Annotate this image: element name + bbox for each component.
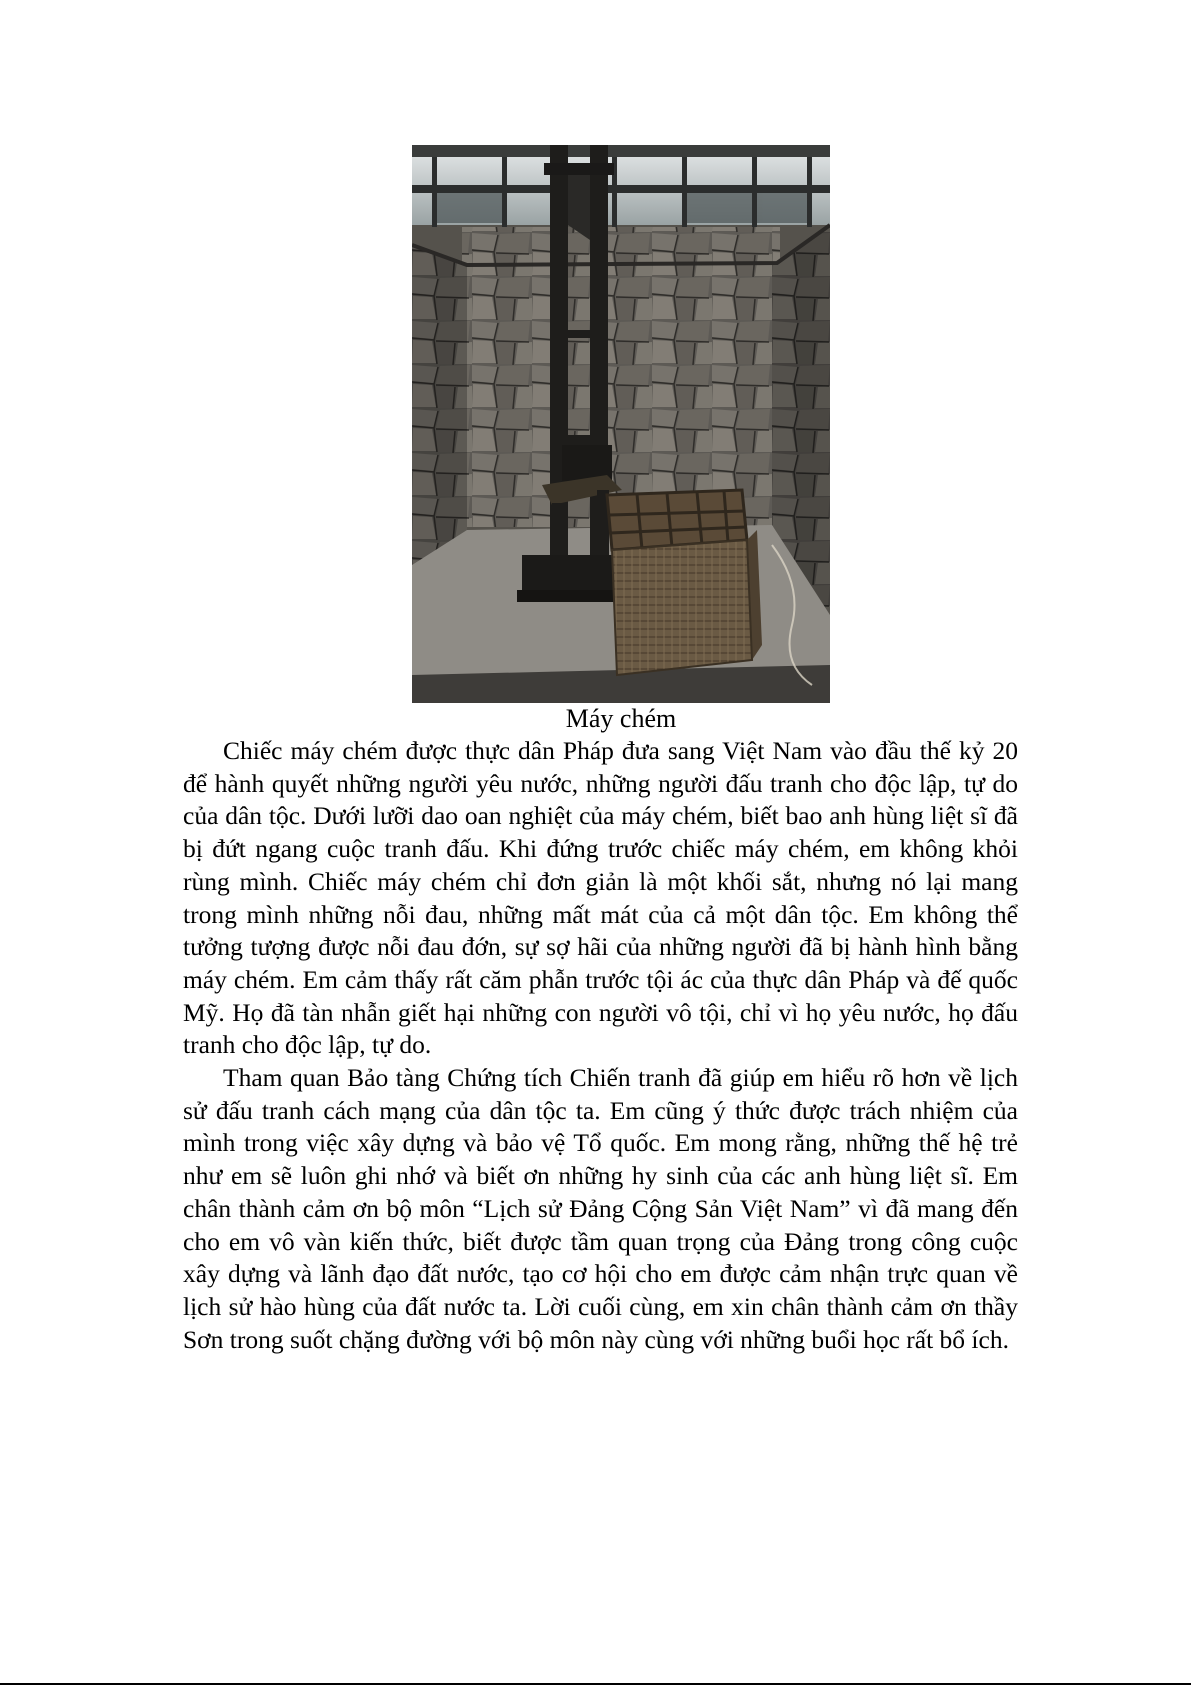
guillotine-illustration [412,145,830,703]
paragraph: Chiếc máy chém được thực dân Pháp đưa sang Việt Nam vào đầu thế kỷ 20 để hành quyết những người yêu nước, những người đấu tranh cho độc lập, tự do của dân tộc. Dưới lưỡi dao oan nghiệt của máy chém, biết bao anh hùng liệt sĩ đã bị đứt ngang cuộc tranh đấu. Khi đứng trước chiếc máy chém, em không khỏi rùng mình. Chiếc máy chém chỉ đơn giản là một khối sắt, nhưng nó lại mang trong mình những nỗi đau, những mất mát của cả một dân tộc. Em không thể tưởng tượng được nỗi đau đớn, sự sợ hãi của những người đã bị hành hình bằng máy chém. Em cảm thấy rất căm phẫn trước tội ác của thực dân Pháp và đế quốc Mỹ. Họ đã tàn nhẫn giết hại những con người vô tội, chỉ vì họ yêu nước, họ đấu tranh cho độc lập, tự do. [183,736,1018,1060]
paragraph: Tham quan Bảo tàng Chứng tích Chiến tranh đã giúp em hiểu rõ hơn về lịch sử đấu tranh cách mạng của dân tộc ta. Em cũng ý thức được trách nhiệm của mình trong việc xây dựng và bảo vệ Tổ quốc. Em mong rằng, những thế hệ trẻ như em sẽ luôn ghi nhớ và biết ơn những hy sinh của các anh hùng liệt sĩ. Em chân thành cảm ơn bộ môn “Lịch sử Đảng Cộng Sản Việt Nam” vì đã mang đến cho em vô vàn kiến thức, biết được tầm quan trọng của Đảng trong công cuộc xây dựng và lãnh đạo đất nước, tạo cơ hội cho em được cảm nhận trực quan về lịch sử hào hùng của đất nước ta. Lời cuối cùng, em xin chân thành cảm ơn thầy Sơn trong suốt chặng đường với bộ môn này cùng với những buổi học rất bổ ích. [183,1063,1018,1354]
guillotine-photo [412,145,830,703]
body-text [183,735,1018,1356]
figure-caption: Máy chém [565,704,677,733]
